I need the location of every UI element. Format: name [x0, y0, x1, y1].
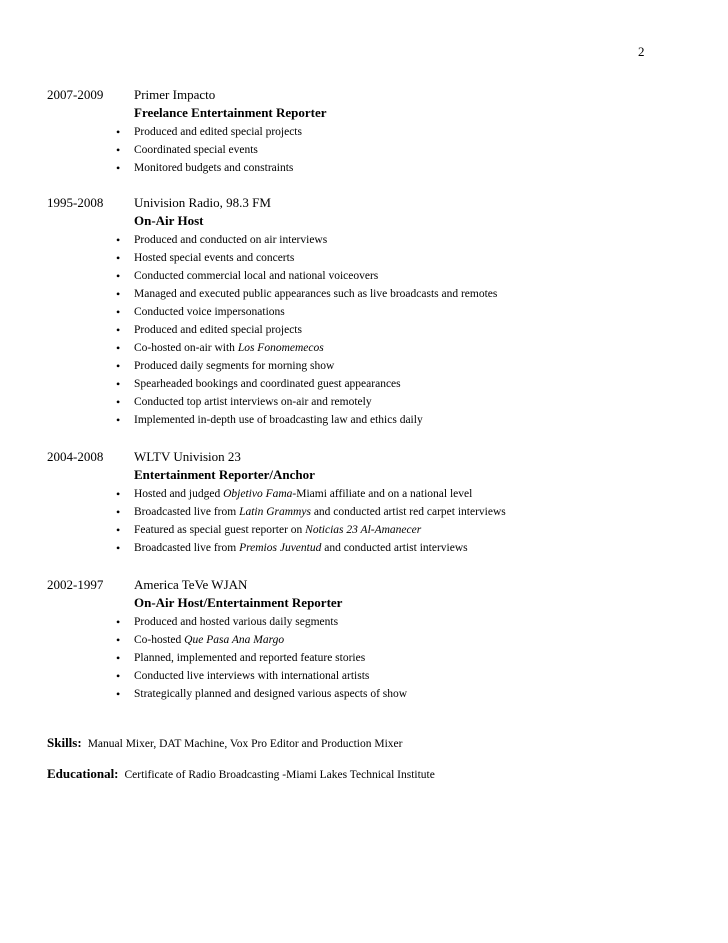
job-employer: Primer Impacto: [134, 87, 216, 102]
bullet-icon: •: [116, 161, 121, 175]
bullet-item: [116, 411, 497, 429]
bullet-italic-title: Latin Grammys: [239, 506, 311, 518]
bullet-text: Managed and executed public appearances such as live broadcasts and remotes: [134, 288, 498, 300]
bullet-icon: •: [116, 541, 121, 555]
bullet-icon: •: [116, 359, 121, 373]
bullet-item: [116, 667, 407, 685]
bullet-item: [116, 357, 497, 375]
bullet-icon: •: [116, 615, 121, 629]
education-label: Educational:: [47, 766, 119, 781]
bullet-item: [116, 231, 497, 249]
job-dates: 1995-2008: [47, 195, 104, 210]
bullet-icon: •: [116, 305, 121, 319]
job-role: On-Air Host: [134, 213, 204, 228]
bullet-item: [116, 141, 302, 159]
job-employer: WLTV Univision 23: [134, 449, 241, 464]
bullet-icon: •: [116, 487, 121, 501]
job-bullet-list: [116, 485, 506, 557]
bullet-text: Planned, implemented and reported feature stories: [134, 652, 366, 664]
job-role: On-Air Host/Entertainment Reporter: [134, 595, 343, 610]
bullet-text-suffix: and conducted artist interviews: [321, 542, 468, 554]
bullet-text: Hosted and judged: [134, 488, 224, 500]
skills-line: [47, 735, 402, 751]
bullet-text: Broadcasted live from: [134, 506, 240, 518]
bullet-icon: •: [116, 143, 121, 157]
bullet-text: Conducted voice impersonations: [134, 306, 285, 318]
bullet-item: [116, 375, 497, 393]
bullet-item: [116, 123, 302, 141]
job-dates: 2002-1997: [47, 577, 104, 592]
bullet-text: Conducted top artist interviews on-air and remotely: [134, 396, 372, 408]
bullet-item: [116, 649, 407, 667]
bullet-item: [116, 685, 407, 703]
bullet-item: [116, 485, 506, 503]
bullet-item: [116, 285, 497, 303]
bullet-item: [116, 613, 407, 631]
bullet-text: Strategically planned and designed various aspects of show: [134, 688, 408, 700]
bullet-item: [116, 521, 506, 539]
bullet-item: [116, 321, 497, 339]
bullet-icon: •: [116, 523, 121, 537]
bullet-item: [116, 339, 497, 357]
bullet-italic-title: Los Fonomemecos: [237, 342, 324, 354]
bullet-text: Coordinated special events: [134, 144, 258, 156]
bullet-text: Spearheaded bookings and coordinated guest appearances: [134, 378, 401, 390]
education-value: Certificate of Radio Broadcasting -Miami Lakes Technical Institute: [124, 769, 435, 781]
skills-label: Skills:: [47, 735, 82, 750]
bullet-text: Hosted special events and concerts: [134, 252, 295, 264]
bullet-icon: •: [116, 125, 121, 139]
bullet-item: [116, 303, 497, 321]
job-role: Entertainment Reporter/Anchor: [134, 467, 315, 482]
bullet-icon: •: [116, 633, 121, 647]
bullet-text: Produced daily segments for morning show: [134, 360, 335, 372]
bullet-text: Monitored budgets and constraints: [134, 162, 294, 174]
bullet-text: Produced and edited special projects: [134, 126, 302, 138]
bullet-icon: •: [116, 341, 121, 355]
job-dates: 2007-2009: [47, 87, 104, 102]
bullet-italic-title: Objetivo Fama: [223, 488, 293, 500]
bullet-item: [116, 267, 497, 285]
bullet-icon: •: [116, 505, 121, 519]
job-bullet-list: [116, 231, 497, 429]
skills-value: Manual Mixer, DAT Machine, Vox Pro Editor and Production Mixer: [87, 738, 403, 750]
job-role: Freelance Entertainment Reporter: [134, 105, 327, 120]
job-bullet-list: [116, 613, 407, 703]
bullet-text: Produced and hosted various daily segments: [134, 616, 339, 628]
bullet-item: [116, 539, 506, 557]
bullet-text-suffix: -Miami affiliate and on a national level: [292, 488, 473, 500]
bullet-item: [116, 393, 497, 411]
job-employer: America TeVe WJAN: [134, 577, 248, 592]
page-number: 2: [638, 44, 645, 59]
bullet-text: Produced and edited special projects: [134, 324, 302, 336]
job-employer: Univision Radio, 98.3 FM: [134, 195, 271, 210]
bullet-icon: •: [116, 269, 121, 283]
bullet-item: [116, 249, 497, 267]
bullet-icon: •: [116, 323, 121, 337]
bullet-italic-title: Noticias 23 Al-Amanecer: [305, 524, 422, 536]
bullet-icon: •: [116, 395, 121, 409]
bullet-icon: •: [116, 377, 121, 391]
job-dates: 2004-2008: [47, 449, 104, 464]
bullet-text: Produced and conducted on air interviews: [134, 234, 328, 246]
bullet-icon: •: [116, 687, 121, 701]
bullet-text: Co-hosted on-air with: [134, 342, 238, 354]
bullet-text: Featured as special guest reporter on: [134, 524, 306, 536]
bullet-icon: •: [116, 233, 121, 247]
bullet-text: Conducted live interviews with international artists: [134, 670, 370, 682]
bullet-text: Implemented in-depth use of broadcasting law and ethics daily: [134, 414, 423, 426]
bullet-item: [116, 631, 407, 649]
bullet-italic-title: Que Pasa Ana Margo: [184, 634, 285, 646]
bullet-item: [116, 159, 302, 177]
bullet-item: [116, 503, 506, 521]
bullet-text: Co-hosted: [134, 634, 185, 646]
bullet-icon: •: [116, 287, 121, 301]
bullet-icon: •: [116, 251, 121, 265]
education-line: [47, 766, 435, 782]
bullet-text: Broadcasted live from: [134, 542, 240, 554]
bullet-icon: •: [116, 651, 121, 665]
bullet-text-suffix: and conducted artist red carpet interviews: [310, 506, 506, 518]
bullet-icon: •: [116, 669, 121, 683]
job-bullet-list: [116, 123, 302, 177]
bullet-italic-title: Premios Juventud: [239, 542, 322, 554]
bullet-icon: •: [116, 413, 121, 427]
bullet-text: Conducted commercial local and national voiceovers: [134, 270, 379, 282]
